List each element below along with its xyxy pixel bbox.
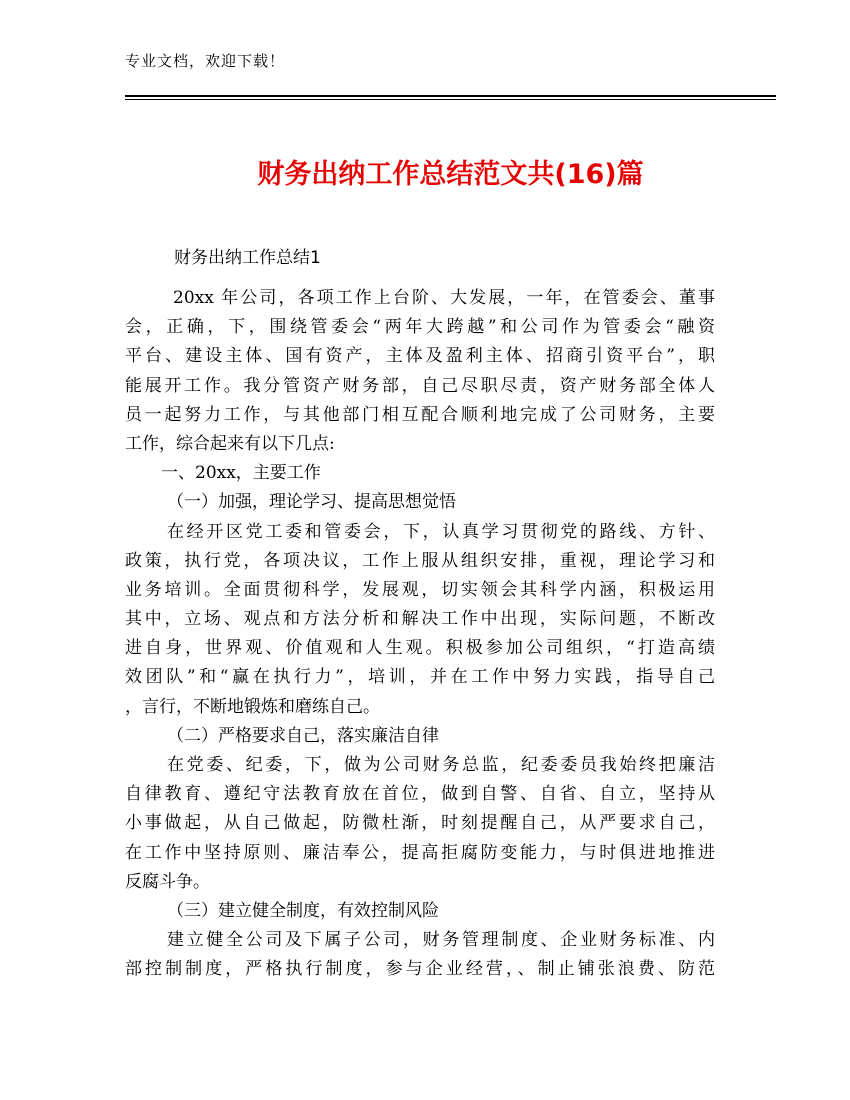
paragraph-line: 建立健全公司及下属子公司，财务管理制度、企业财务标准、内 <box>167 930 715 951</box>
paragraph-line: 反腐斗争。 <box>125 871 210 892</box>
paragraph-line: 自律教育、遵纪守法教育放在首位，做到自警、自省、自立，坚持从 <box>125 784 715 805</box>
header-note: 专业文档，欢迎下载！ <box>125 52 286 70</box>
paragraph-line: 20xx 年公司，各项工作上台阶、大发展，一年，在管委会、董事 <box>173 288 715 308</box>
paragraph-line: 工作，综合起来有以下几点: <box>125 433 335 454</box>
document-title: 财务出纳工作总结范文共(16)篇 <box>257 159 644 190</box>
document-body <box>125 284 715 985</box>
paragraph-line: 员一起努力工作，与其他部门相互配合顺利地完成了公司财务，主要 <box>125 404 715 425</box>
subheading-line: （三）建立健全制度，有效控制风险 <box>167 900 439 921</box>
paragraph-line: 会，正确，下，围绕管委会“两年大跨越”和公司作为管委会“融资 <box>125 317 715 338</box>
paragraph-line: 部控制制度，严格执行制度，参与企业经营，、制止铺张浪费、防范 <box>125 959 715 980</box>
paragraph-line: 其中，立场、观点和方法分析和解决工作中出现，实际问题，不断改 <box>125 609 715 630</box>
subheading-line: （二）严格要求自己，落实廉洁自律 <box>167 725 439 746</box>
paragraph-line: 能展开工作。我分管资产财务部，自己尽职尽责，资产财务部全体人 <box>125 375 715 396</box>
paragraph-line: 平台、建设主体、国有资产，主体及盈利主体、招商引资平台”，职 <box>125 346 715 367</box>
paragraph-line: 在经开区党工委和管委会，下，认真学习贯彻党的路线、方针、 <box>167 521 715 542</box>
paragraph-line: 小事做起，从自己做起，防微杜渐，时刻提醒自己，从严要求自己， <box>125 813 715 834</box>
subheading-line: 一、20xx，主要工作 <box>161 463 321 484</box>
paragraph-line: 效团队”和“赢在执行力”，培训，并在工作中努力实践，指导自己 <box>125 667 715 688</box>
paragraph-line: 业务培训。全面贯彻科学，发展观，切实领会其科学内涵，积极运用 <box>125 579 715 600</box>
paragraph-line: 在工作中坚持原则、廉洁奉公，提高拒腐防变能力，与时俱进地推进 <box>125 842 715 863</box>
header-rule <box>125 95 776 97</box>
paragraph-line: 进自身，世界观、价值观和人生观。积极参加公司组织，“打造高绩 <box>125 638 715 659</box>
header-rule-thin <box>125 99 776 100</box>
paragraph-line: 政策，执行党，各项决议，工作上服从组织安排，重视，理论学习和 <box>125 550 715 571</box>
subheading-line: （一）加强，理论学习、提高思想觉悟 <box>167 492 456 513</box>
paragraph-line: 在党委、纪委，下，做为公司财务总监，纪委委员我始终把廉洁 <box>167 755 715 775</box>
section-heading: 财务出纳工作总结1 <box>174 248 321 268</box>
paragraph-line: ，言行，不断地锻炼和磨练自己。 <box>125 696 380 717</box>
